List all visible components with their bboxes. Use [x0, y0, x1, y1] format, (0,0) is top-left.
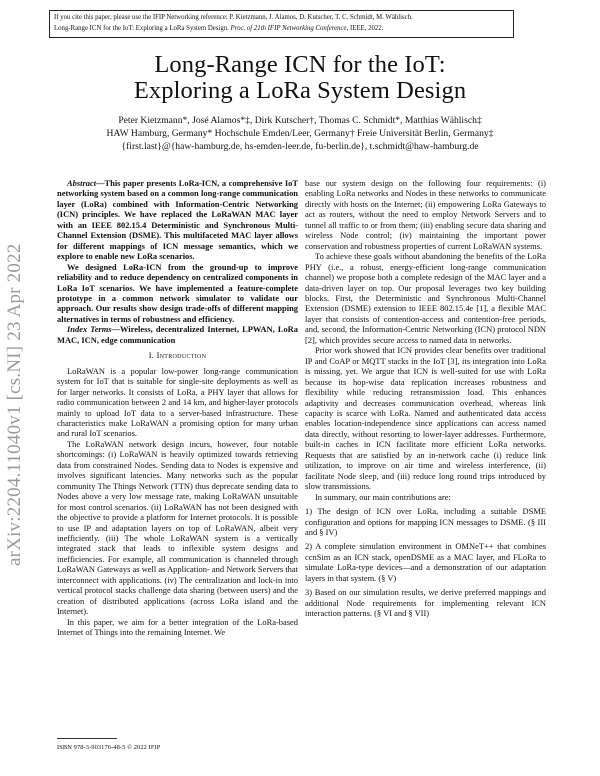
citation-notice-publisher: , IEEE, 2022.	[346, 24, 384, 32]
citation-notice-venue: Proc. of 21th IFIP Networking Conference	[230, 24, 347, 32]
arxiv-identifier: arXiv:2204.11040v1 [cs.NI] 23 Apr 2022	[4, 243, 25, 566]
abstract	[57, 178, 298, 324]
right-column	[305, 178, 546, 619]
paper-title-line2: Exploring a LoRa System Design	[133, 77, 467, 104]
proposal-paragraph: To achieve these goals without abandoning the benefits of the LoRa PHY (i.e., a robust, energy-efficient long-range communication channel) we propose both a complete redesign of the MAC layer and a data-driven layer on top. Our proposal leverages two key building blocks. First, the Deterministic and Synchronous Multi-Channel Extension (DSME) extension to IEEE 802.15.4e [1], a flexible MAC layer that consists of contention-access and contention-free periods, and, second, the Information-Centric Networking (ICN) protocol NDN [2], which provides secure access to named data in networks.	[305, 251, 546, 345]
abstract-text-1: —This paper presents LoRa-ICN, a comprehensive IoT networking system based on a common long-range communication layer (LoRa) combined with Information-Centric Networking (ICN) principles. We have replaced the LoRaWAN MAC layer with an IEEE 802.15.4 Deterministic and Synchronous Multi-Channel Extension (DSME). This multifaceted MAC layer allows for different mappings of ICN message semantics, which we explore to enable new LoRa scenarios.	[57, 178, 298, 262]
citation-notice-ref: Long-Range ICN for the IoT: Exploring a LoRa System Design.	[54, 24, 231, 32]
intro-paragraph-3: In this paper, we aim for a better integration of the LoRa-based Internet of Things into the remaining Internet. We	[57, 616, 298, 638]
citation-notice-line2	[54, 24, 509, 35]
contribution-2: 2) A complete simulation environment in OMNeT++ that combines ccnSim as an ICN stack, openDSME as a MAC layer, and FLoRa to simulate LoRa-type devices—and a demonstration of our adaptation layers in that system. (§ V)	[305, 541, 546, 583]
contribution-3: 3) Based on our simulation results, we derive preferred mappings and additional Node requirements for implementing relevant ICN interaction patterns. (§ VI and § VII)	[305, 587, 546, 619]
left-column	[57, 178, 298, 637]
abstract-label: Abstract	[67, 178, 97, 188]
index-terms-label: Index Terms	[67, 324, 112, 335]
index-terms-text: —Wireless, decentralized Internet, LPWAN, LoRa MAC, ICN, edge communication	[57, 324, 298, 345]
abstract-paragraph-1	[57, 178, 298, 262]
requirements-paragraph: base our system design on the following four requirements: (i) enabling LoRa networks and Nodes in these networks to communicate directly with hosts on the Internet; (ii) empowering LoRa Gateways to act as routers, without the need to employ Network Servers and to tunnel all traffic to or from them; (iii) enabling secure data sharing and wireless Node control; (iv) maintaining the important power conservation and robustness properties of current LoRaWAN systems.	[305, 178, 546, 251]
index-terms	[57, 324, 298, 345]
intro-paragraph-2: The LoRaWAN network design incurs, however, four notable shortcomings: (i) LoRaWAN is heavily optimized towards retrieving data from constrained Nodes. Sending data to Nodes is expensive and involves significant latencies. Many networks such as the popular community The Things Network (TTN) thus deprecate sending data to Nodes above a very low message rate, making LoRaWAN unsuitable for most control scenarios. (ii) LoRaWAN has not been designed with the objective to provide a platform for Internet protocols. It is possible to use IP and adaptation layers on top of LoRaWAN, albeit very inefficiently. (iii) The whole LoRaWAN system is a vertically integrated stack that leads to inflexible system designs and inefficiencies. For example, all communication is channeled through LoRaWAN Gateways as well as Application- and Network Servers that interconnect with applications. (iv) The centralization and lock-in into vertical protocol stacks challenge data sharing (between users) and the creation of distributed applications (across LoRa island and the Internet).	[57, 438, 298, 617]
abstract-paragraph-2: We designed LoRa-ICN from the ground-up to improve reliability and to reduce dependency on centralized components in LoRa IoT scenarios. We have implemented a feature-complete prototype in a common network simulator to validate our approach. Our results show design trade-offs of different mapping alternatives in terms of robustness and efficiency.	[57, 261, 298, 324]
author-emails: {first.last}@{haw-hamburg.de, hs-emden-leer.de, fu-berlin.de}, t.schmidt@haw-hamburg.de	[121, 141, 479, 152]
section-heading-introduction: I. Introduction	[148, 351, 207, 361]
citation-notice-line1: If you cite this paper, please use the IFIP Networking reference: P. Kietzmann, J. Alamos, D. Kutscher, T. C. Schmidt, M. Wählisch.	[54, 14, 413, 21]
citation-notice-box	[49, 10, 514, 38]
author-names: Peter Kietzmann*, José Alamos*‡, Dirk Kutscher†, Thomas C. Schmidt*, Matthias Wählisch‡	[118, 115, 482, 126]
contribution-1: 1) The design of ICN over LoRa, including a suitable DSME configuration and options for mapping ICN messages to DSME. (§ III and § IV)	[305, 506, 546, 537]
prior-work-paragraph: Prior work showed that ICN provides clear benefits over traditional IP and CoAP or MQTT stacks in the IoT [3], its integration into LoRa is missing, yet. We argue that ICN is well-suited for use with LoRa because its hop-wise data replication increases robustness and flexibility while reducing retransmission load. This enhances adaptivity and decreases communication overhead, whereas link capacity is scarce with LoRa. Named and authenticated data access enables location-independence since applications can access named data directly, without resorting to lower-layer addresses. Furthermore, built-in caches in ICN facilitate more efficient LoRa networks. Requests that are satisfied by an in-network cache (i) reduce link utilization, to improve on air time and wireless interference, (ii) facilitate Node sleep, and (iii) reduce long round trips introduced by slow transmissions.	[305, 345, 546, 492]
author-affiliations: HAW Hamburg, Germany* Hochschule Emden/Leer, Germany† Freie Universität Berlin, Germany‡	[106, 128, 494, 139]
summary-lead: In summary, our main contributions are:	[315, 491, 451, 502]
footnote-rule	[57, 738, 117, 739]
paper-title-line1: Long-Range ICN for the IoT:	[154, 51, 446, 78]
isbn-footer: ISBN 978-3-903176-48-5 © 2022 IFIP	[57, 744, 161, 751]
intro-paragraph-1: LoRaWAN is a popular low-power long-range communication system for IoT that is suitable for single-site deployments as well as for larger networks. It consists of LoRa, a PHY layer that allows for radio communication between 2 and 14 km, and higher-layer protocols mainly to upload IoT data to a server-based infrastructure. These characteristics make LoRaWAN a promising option for many urban and rural IoT scenarios.	[57, 365, 298, 439]
